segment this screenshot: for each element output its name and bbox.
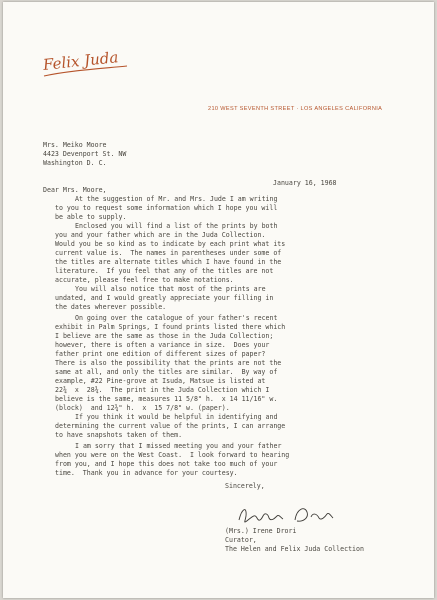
letterhead-address: 210 WEST SEVENTH STREET · LOS ANGELES CALIFORNIA xyxy=(208,106,383,112)
body-line: If you think it would be helpful in identifying and xyxy=(75,413,278,421)
body-line: Would you be so kind as to indicate by each print what its xyxy=(55,240,286,248)
body-line: determining the current value of the prints, I can arrange xyxy=(55,422,286,430)
body-line: believe is the same, measures 11 5/8" h. x 14 11/16" w. xyxy=(55,395,278,403)
body-line: Enclosed you will find a list of the prints by both xyxy=(75,222,278,230)
handwritten-signature xyxy=(233,502,343,528)
body-line: I believe are the same as those in the Juda Collection; xyxy=(55,332,274,340)
body-line: (block) and 12¾" h. x 15 7/8" w. (paper). xyxy=(55,404,230,412)
body-line: example, #22 Pine-grove at Isuda, Matsue is listed at xyxy=(55,377,266,385)
felix-juda-logo xyxy=(41,42,131,82)
body-line: to you to request some information which I hope you will xyxy=(55,204,278,212)
body-line: literature. If you feel that any of the titles are not xyxy=(55,267,274,275)
body-line: accurate, please feel free to make notations. xyxy=(55,276,234,284)
valediction: Sincerely, xyxy=(225,482,265,490)
body-line: time. Thank you in advance for your courtesy. xyxy=(55,469,238,477)
body-line: There is also the possibility that the prints are not the xyxy=(55,359,282,367)
body-line: the dates wherever possible. xyxy=(55,303,167,311)
body-line: to have snapshots taken of them. xyxy=(55,431,183,439)
body-line: be able to supply. xyxy=(55,213,127,221)
body-line: current value is. The names in parentheses under some of xyxy=(55,249,282,257)
recipient-city: Washington D. C. xyxy=(43,159,107,167)
signer-organization: The Helen and Felix Juda Collection xyxy=(225,545,364,553)
body-line: when you were on the West Coast. I look forward to hearing xyxy=(55,451,290,459)
body-line: same at all, and only the titles are similar. By way of xyxy=(55,368,278,376)
body-line: 22¾ x 28¾. The print in the Juda Collection which I xyxy=(55,386,270,394)
svg-text:Felix Juda: Felix Juda xyxy=(42,48,120,74)
body-line: you and your father which are in the Juda Collection. xyxy=(55,231,266,239)
body-line: undated, and I would greatly appreciate your filling in xyxy=(55,294,274,302)
body-line: from you, and I hope this does not take too much of your xyxy=(55,460,278,468)
body-line: father print one edition of different sizes of paper? xyxy=(55,350,266,358)
recipient-name: Mrs. Meiko Moore xyxy=(43,141,107,149)
body-line: I am sorry that I missed meeting you and your father xyxy=(75,442,282,450)
body-line: On going over the catalogue of your father's recent xyxy=(75,314,278,322)
body-line: however, there is often a variance in size. Does your xyxy=(55,341,270,349)
signer-title: Curator, xyxy=(225,536,257,544)
body-line: the titles are alternate titles which I have found in the xyxy=(55,258,282,266)
signer-name: (Mrs.) Irene Drori xyxy=(225,527,297,535)
letter-date: January 16, 1968 xyxy=(273,179,337,187)
recipient-street: 4423 Devenport St. NW xyxy=(43,150,127,158)
body-line: At the suggestion of Mr. and Mrs. Jude I am writing xyxy=(75,195,278,203)
salutation: Dear Mrs. Moore, xyxy=(43,186,107,194)
body-line: You will also notice that most of the prints are xyxy=(75,285,266,293)
letter-page xyxy=(3,2,434,598)
body-line: exhibit in Palm Springs, I found prints listed there which xyxy=(55,323,286,331)
